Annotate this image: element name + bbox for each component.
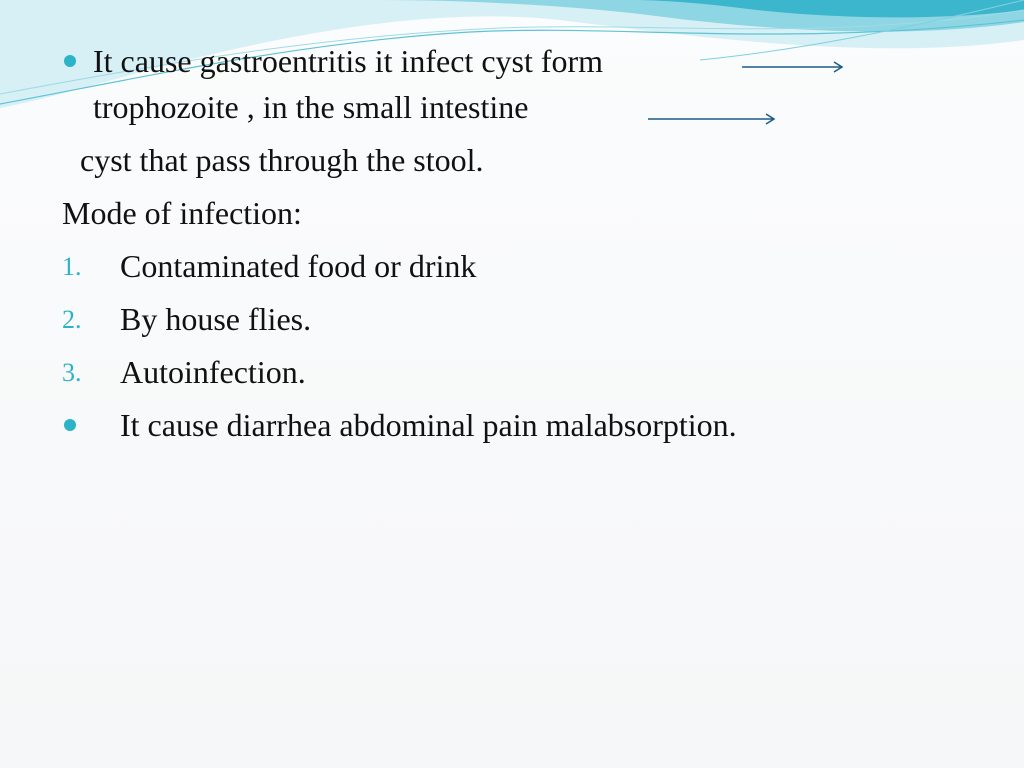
list-item: Autoinfection. — [120, 354, 306, 390]
bullet-dot-icon — [64, 55, 76, 67]
list-number: 3. — [62, 358, 82, 387]
list-number: 2. — [62, 305, 82, 334]
list-number: 1. — [62, 252, 82, 281]
right-arrow-icon — [648, 112, 778, 126]
bullet1-line3: cyst that pass through the stool. — [80, 142, 484, 178]
bullet-dot-icon — [64, 419, 76, 431]
list-item: By house flies. — [120, 301, 312, 337]
bullet1-line2: trophozoite , in the small intestine — [93, 89, 529, 125]
right-arrow-icon — [742, 60, 846, 74]
bullet1-line1: It cause gastroentritis it infect cyst form — [93, 43, 604, 79]
mode-heading: Mode of infection: — [62, 195, 302, 231]
list-item: Contaminated food or drink — [120, 248, 477, 284]
bullet2-text: It cause diarrhea abdominal pain malabsorption. — [120, 407, 737, 443]
